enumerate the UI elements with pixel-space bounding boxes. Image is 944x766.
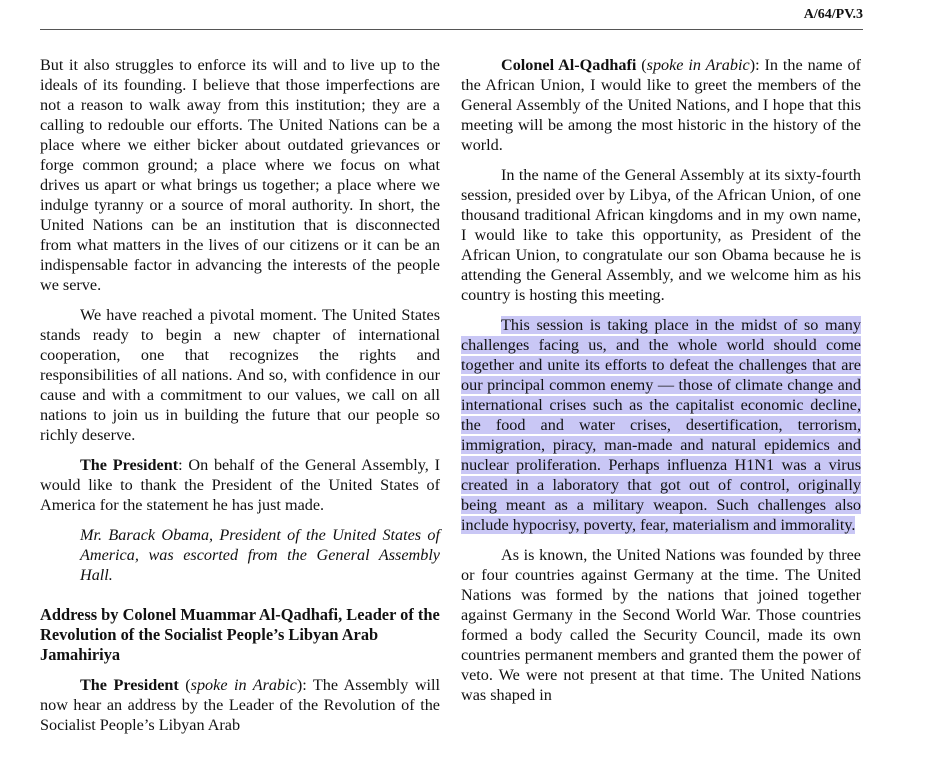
left-column (40, 55, 440, 745)
paragraph-sixty-fourth-session: In the name of the General Assembly at its sixty-fourth session, presided over by Libya, of the African Union, of one thousand traditional African kingdoms and in my own name, I would like to take this opportunity, as President of the African Union, to congratulate our son Obama because he is attending the General Assembly, and we welcome him as his country is hosting this meeting. (461, 166, 861, 304)
speaker-name: The President (80, 456, 179, 474)
lang-open: ( (178, 676, 191, 694)
statement-text: : On behalf of the General Assembly, I would like to thank the President of the United States of America for the statement he has just made. (40, 456, 440, 514)
speaker-name: The President (80, 676, 179, 694)
paragraph-president-intro (40, 675, 440, 735)
paragraph-un-founding: As is known, the United Nations was founded by three or four countries against Germany at the time. The United Nations was formed by the nations that joined together against Germany in the Second World War. Those countries formed a body called the Security Council, made its own countries permanent members and granted them the power of veto. We were not present at that time. The United Nations was shaped in (461, 546, 861, 704)
language-note: spoke in Arabic (190, 676, 297, 694)
statement-text: ): The Assembly will now hear an address by the Leader of the Revolution of the Socialist People’s Libyan Arab (40, 676, 441, 734)
statement-text: ): In the name of the African Union, I would like to greet the members of the General Assembly of the United Nations, and I hope that this meeting will be among the most historic in the history of the world. (461, 56, 862, 154)
document-symbol: A/64/PV.3 (803, 7, 863, 22)
section-heading: Address by Colonel Muammar Al-Qadhafi, Leader of the Revolution of the Socialist People’s Libyan Arab Jamahiriya (40, 605, 440, 664)
speaker-name: Colonel Al-Qadhafi (501, 56, 637, 74)
paragraph-obama-closing: But it also struggles to enforce its will and to live up to the ideals of its founding. I believe that those imperfections are not a reason to walk away from this institution; they are a calling to redouble our efforts. The United Nations can be a place where we either bicker about outdated grievances or forge common ground; a place where we focus on what drives us apart or what brings us together; a place where we indulge tyranny or a source of moral authority. In short, the United Nations can be an institution that is disconnected from what matters in the lives of our citizens or it can be an indispensable factor in advancing the interests of the people we serve. (40, 56, 440, 294)
language-note: spoke in Arabic (646, 56, 750, 74)
procedural-note: Mr. Barack Obama, President of the United States of America, was escorted from the General Assembly Hall. (80, 526, 440, 584)
paragraph-president-thanks (40, 455, 440, 515)
lang-open: ( (636, 56, 647, 74)
selected-text[interactable]: This session is taking place in the midst of so many challenges facing us, and the whole world should come together and unite its efforts to defeat the challenges that are our principal common enemy — those of climate change and international crises such as the capitalist economic decline, the food and water crises, desertification, terrorism, immigration, piracy, man-made and natural epidemics and nuclear proliferation. Perhaps influenza H1N1 was a virus created in a laboratory that got out of control, originally being meant as a military weapon. Such challenges also include hypocrisy, poverty, fear, materialism and immorality. (461, 316, 861, 534)
header-divider (40, 29, 863, 30)
paragraph-challenges[interactable] (461, 315, 861, 535)
right-column (461, 55, 861, 715)
paragraph-qadhafi-greeting (461, 55, 861, 155)
paragraph-pivotal-moment: We have reached a pivotal moment. The United States stands ready to begin a new chapter of international cooperation, one that recognizes the rights and responsibilities of all nations. And so, with confidence in our cause and with a commitment to our values, we call on all nations to join us in building the future that our people so richly deserve. (40, 306, 440, 444)
